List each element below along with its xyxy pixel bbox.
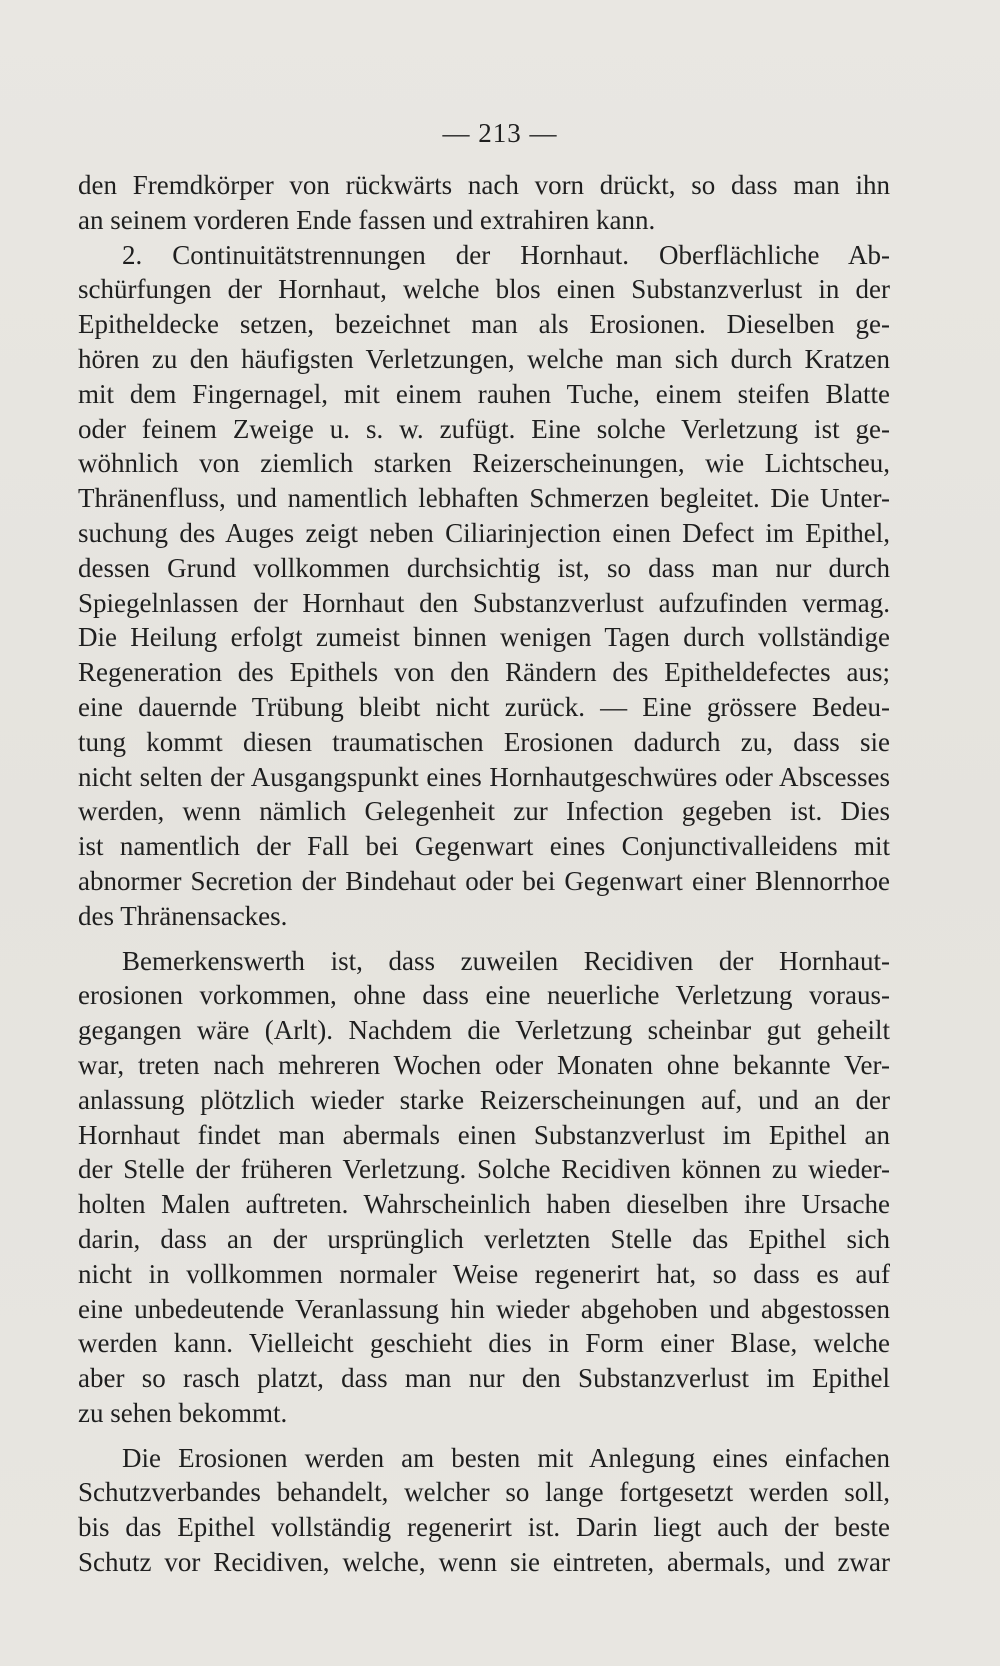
- text-line: Spiegelnlassen der Hornhaut den Substanzverlust aufzufinden vermag.: [78, 587, 890, 618]
- text-line: Regeneration des Epithels von den Rändern des Epitheldefectes aus;: [78, 657, 890, 688]
- text-line: suchung des Auges zeigt neben Ciliarinjection einen Defect im Epithel,: [78, 517, 890, 548]
- text-line: bis das Epithel vollständig regenerirt ist. Darin liegt auch der beste: [78, 1512, 890, 1543]
- text-line: aber so rasch platzt, dass man nur den Substanzverlust im Epithel: [78, 1363, 890, 1394]
- text-line: Hornhaut findet man abermals einen Substanzverlust im Epithel an: [78, 1119, 890, 1150]
- text-line: Schutzverbandes behandelt, welcher so lange fortgesetzt werden soll,: [78, 1477, 890, 1508]
- text-line: des Thränensackes.: [78, 900, 288, 931]
- text-line: erosionen vorkommen, ohne dass eine neuerliche Verletzung voraus-: [78, 980, 890, 1011]
- text-line: an seinem vorderen Ende fassen und extrahiren kann.: [78, 204, 656, 235]
- paragraph: [78, 168, 890, 238]
- page-number: — 213 —: [442, 118, 558, 148]
- text-line: Die Heilung erfolgt zumeist binnen wenigen Tagen durch vollständige: [78, 622, 890, 653]
- text-line: eine dauernde Trübung bleibt nicht zurück. — Eine grössere Bedeu-: [78, 691, 890, 722]
- paragraph: [78, 1441, 890, 1580]
- text-line: schürfungen der Hornhaut, welche blos einen Substanzverlust in der: [78, 274, 890, 305]
- paragraph-gap: [78, 934, 890, 944]
- text-line: eine unbedeutende Veranlassung hin wieder abgehoben und abgestossen: [78, 1293, 890, 1324]
- text-line: war, treten nach mehreren Wochen oder Monaten ohne bekannte Ver-: [78, 1049, 890, 1080]
- text-line: hören zu den häufigsten Verletzungen, welche man sich durch Kratzen: [78, 343, 890, 374]
- text-line: der Stelle der früheren Verletzung. Solche Recidiven können zu wieder-: [78, 1154, 890, 1185]
- text-line: mit dem Fingernagel, mit einem rauhen Tuche, einem steifen Blatte: [78, 378, 890, 409]
- text-line: nicht selten der Ausgangspunkt eines Hornhautgeschwüres oder Abscesses: [78, 761, 890, 792]
- text-line: Epitheldecke setzen, bezeichnet man als Erosionen. Dieselben ge-: [78, 309, 890, 340]
- text-line: werden, wenn nämlich Gelegenheit zur Infection gegeben ist. Dies: [78, 796, 890, 827]
- text-line: Schutz vor Recidiven, welche, wenn sie eintreten, abermals, und zwar: [78, 1547, 890, 1578]
- text-line: den Fremdkörper von rückwärts nach vorn drückt, so dass man ihn: [78, 170, 890, 200]
- text-line: zu sehen bekommt.: [78, 1397, 288, 1428]
- text-line: Thränenfluss, und namentlich lebhaften Schmerzen begleitet. Die Unter-: [78, 483, 890, 514]
- text-line: tung kommt diesen traumatischen Erosionen dadurch zu, dass sie: [78, 726, 890, 757]
- paragraph: [78, 944, 890, 1431]
- text-line: abnormer Secretion der Bindehaut oder bei Gegenwart einer Blennorrhoe: [78, 865, 890, 896]
- text-line: anlassung plötzlich wieder starke Reizerscheinungen auf, und an der: [78, 1084, 890, 1115]
- text-line: oder feinem Zweige u. s. w. zufügt. Eine solche Verletzung ist ge-: [78, 413, 890, 444]
- text-line: gegangen wäre (Arlt). Nachdem die Verletzung scheinbar gut geheilt: [78, 1015, 890, 1046]
- text-line: darin, dass an der ursprünglich verletzten Stelle das Epithel sich: [78, 1223, 890, 1254]
- text-line: ist namentlich der Fall bei Gegenwart eines Conjunctivalleidens mit: [78, 831, 890, 862]
- text-line: wöhnlich von ziemlich starken Reizerscheinungen, wie Lichtscheu,: [78, 448, 890, 479]
- text-line: werden kann. Vielleicht geschieht dies in Form einer Blase, welche: [78, 1328, 890, 1359]
- text-line: dessen Grund vollkommen durchsichtig ist, so dass man nur durch: [78, 552, 890, 583]
- text-line: Die Erosionen werden am besten mit Anlegung eines einfachen: [122, 1442, 890, 1473]
- text-line: 2. Continuitätstrennungen der Hornhaut. Oberflächliche Ab-: [122, 239, 890, 270]
- text-line: nicht in vollkommen normaler Weise regenerirt hat, so dass es auf: [78, 1258, 890, 1289]
- paragraph: [78, 238, 890, 934]
- body-text: [78, 168, 890, 1580]
- text-line: Bemerkenswerth ist, dass zuweilen Recidiven der Hornhaut-: [122, 945, 890, 976]
- paragraph-gap: [78, 1431, 890, 1441]
- text-line: holten Malen auftreten. Wahrscheinlich haben dieselben ihre Ursache: [78, 1189, 890, 1220]
